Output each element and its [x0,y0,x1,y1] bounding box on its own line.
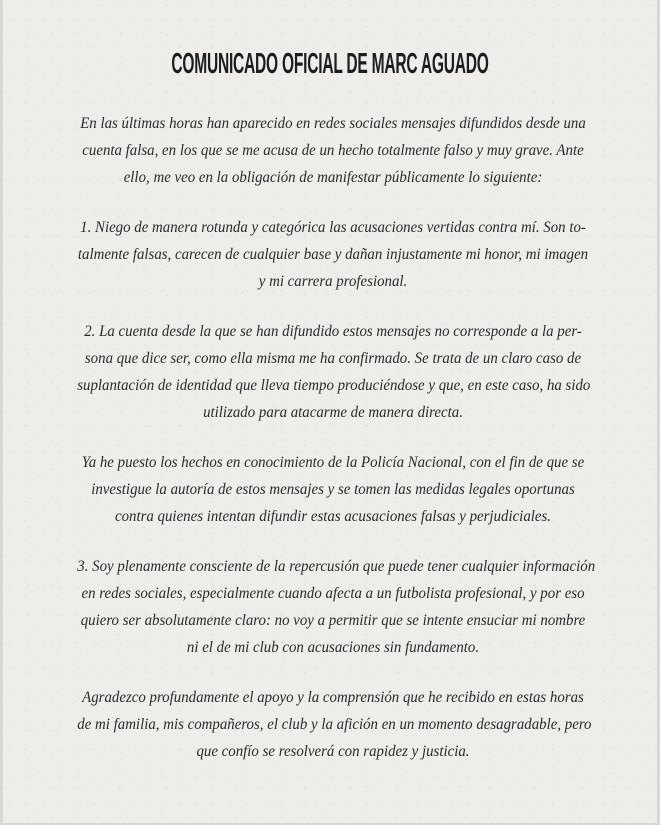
paragraph-point-1 [58,214,608,295]
paragraph-line: investigue la autoría de estos mensajes y se tomen las medidas legales oportunas [91,481,575,498]
paragraph-line: 1. Niego de manera rotunda y categórica las acusaciones vertidas contra mí. Son to- [80,219,586,236]
paragraph-line: en redes sociales, especialmente cuando afecta a un futbolista profesional, y por eso [81,585,585,602]
paragraph-intro [58,110,608,191]
paragraph-line: Ya he puesto los hechos en conocimiento de la Policía Nacional, con el fin de que se [81,454,585,471]
paragraph-line: ello, me veo en la obligación de manifestar públicamente lo siguiente: [123,169,543,186]
document-title: COMUNICADO OFICIAL DE MARC AGUADO [171,48,489,80]
paragraph-line: de mi familia, mis compañeros, el club y la afición en un momento desagradable, pero [77,716,592,733]
paragraph-line: 3. Soy plenamente consciente de la repercusión que puede tener cualquier información [77,558,596,575]
paragraph-line: ni el de mi club con acusaciones sin fundamento. [186,639,480,656]
document-body [58,110,608,788]
paragraph-line: cuenta falsa, en los que se me acusa de un hecho totalmente falso y muy grave. Ante [82,142,584,159]
paragraph-point-2 [58,318,608,426]
paragraph-line: utilizado para atacarme de manera directa. [203,404,463,421]
paragraph-line: 2. La cuenta desde la que se han difundido estos mensajes no corresponde a la per- [84,323,582,340]
paragraph-line: suplantación de identidad que lleva tiempo produciéndose y que, en este caso, ha sido [77,377,591,394]
paragraph-line: quiero ser absolutamente claro: no voy a permitir que se intente ensuciar mi nombre [80,612,586,629]
paragraph-line: Agradezco profundamente el apoyo y la comprensión que he recibido en estas horas [82,689,584,706]
paragraph-thanks [58,684,608,765]
paragraph-line: talmente falsas, carecen de cualquier base y dañan injustamente mi honor, mi imagen [77,246,589,263]
paragraph-police [58,449,608,530]
paragraph-line: que confío se resolverá con rapidez y justicia. [196,743,470,760]
paragraph-line: sona que dice ser, como ella misma me ha confirmado. Se trata de un claro caso de [84,350,582,367]
paragraph-line: contra quienes intentan difundir estas acusaciones falsas y perjudiciales. [114,508,552,525]
paragraph-line: En las últimas horas han aparecido en redes sociales mensajes difundidos desde una [80,115,586,132]
paragraph-point-3 [58,553,608,661]
paragraph-line: y mi carrera profesional. [258,273,408,290]
